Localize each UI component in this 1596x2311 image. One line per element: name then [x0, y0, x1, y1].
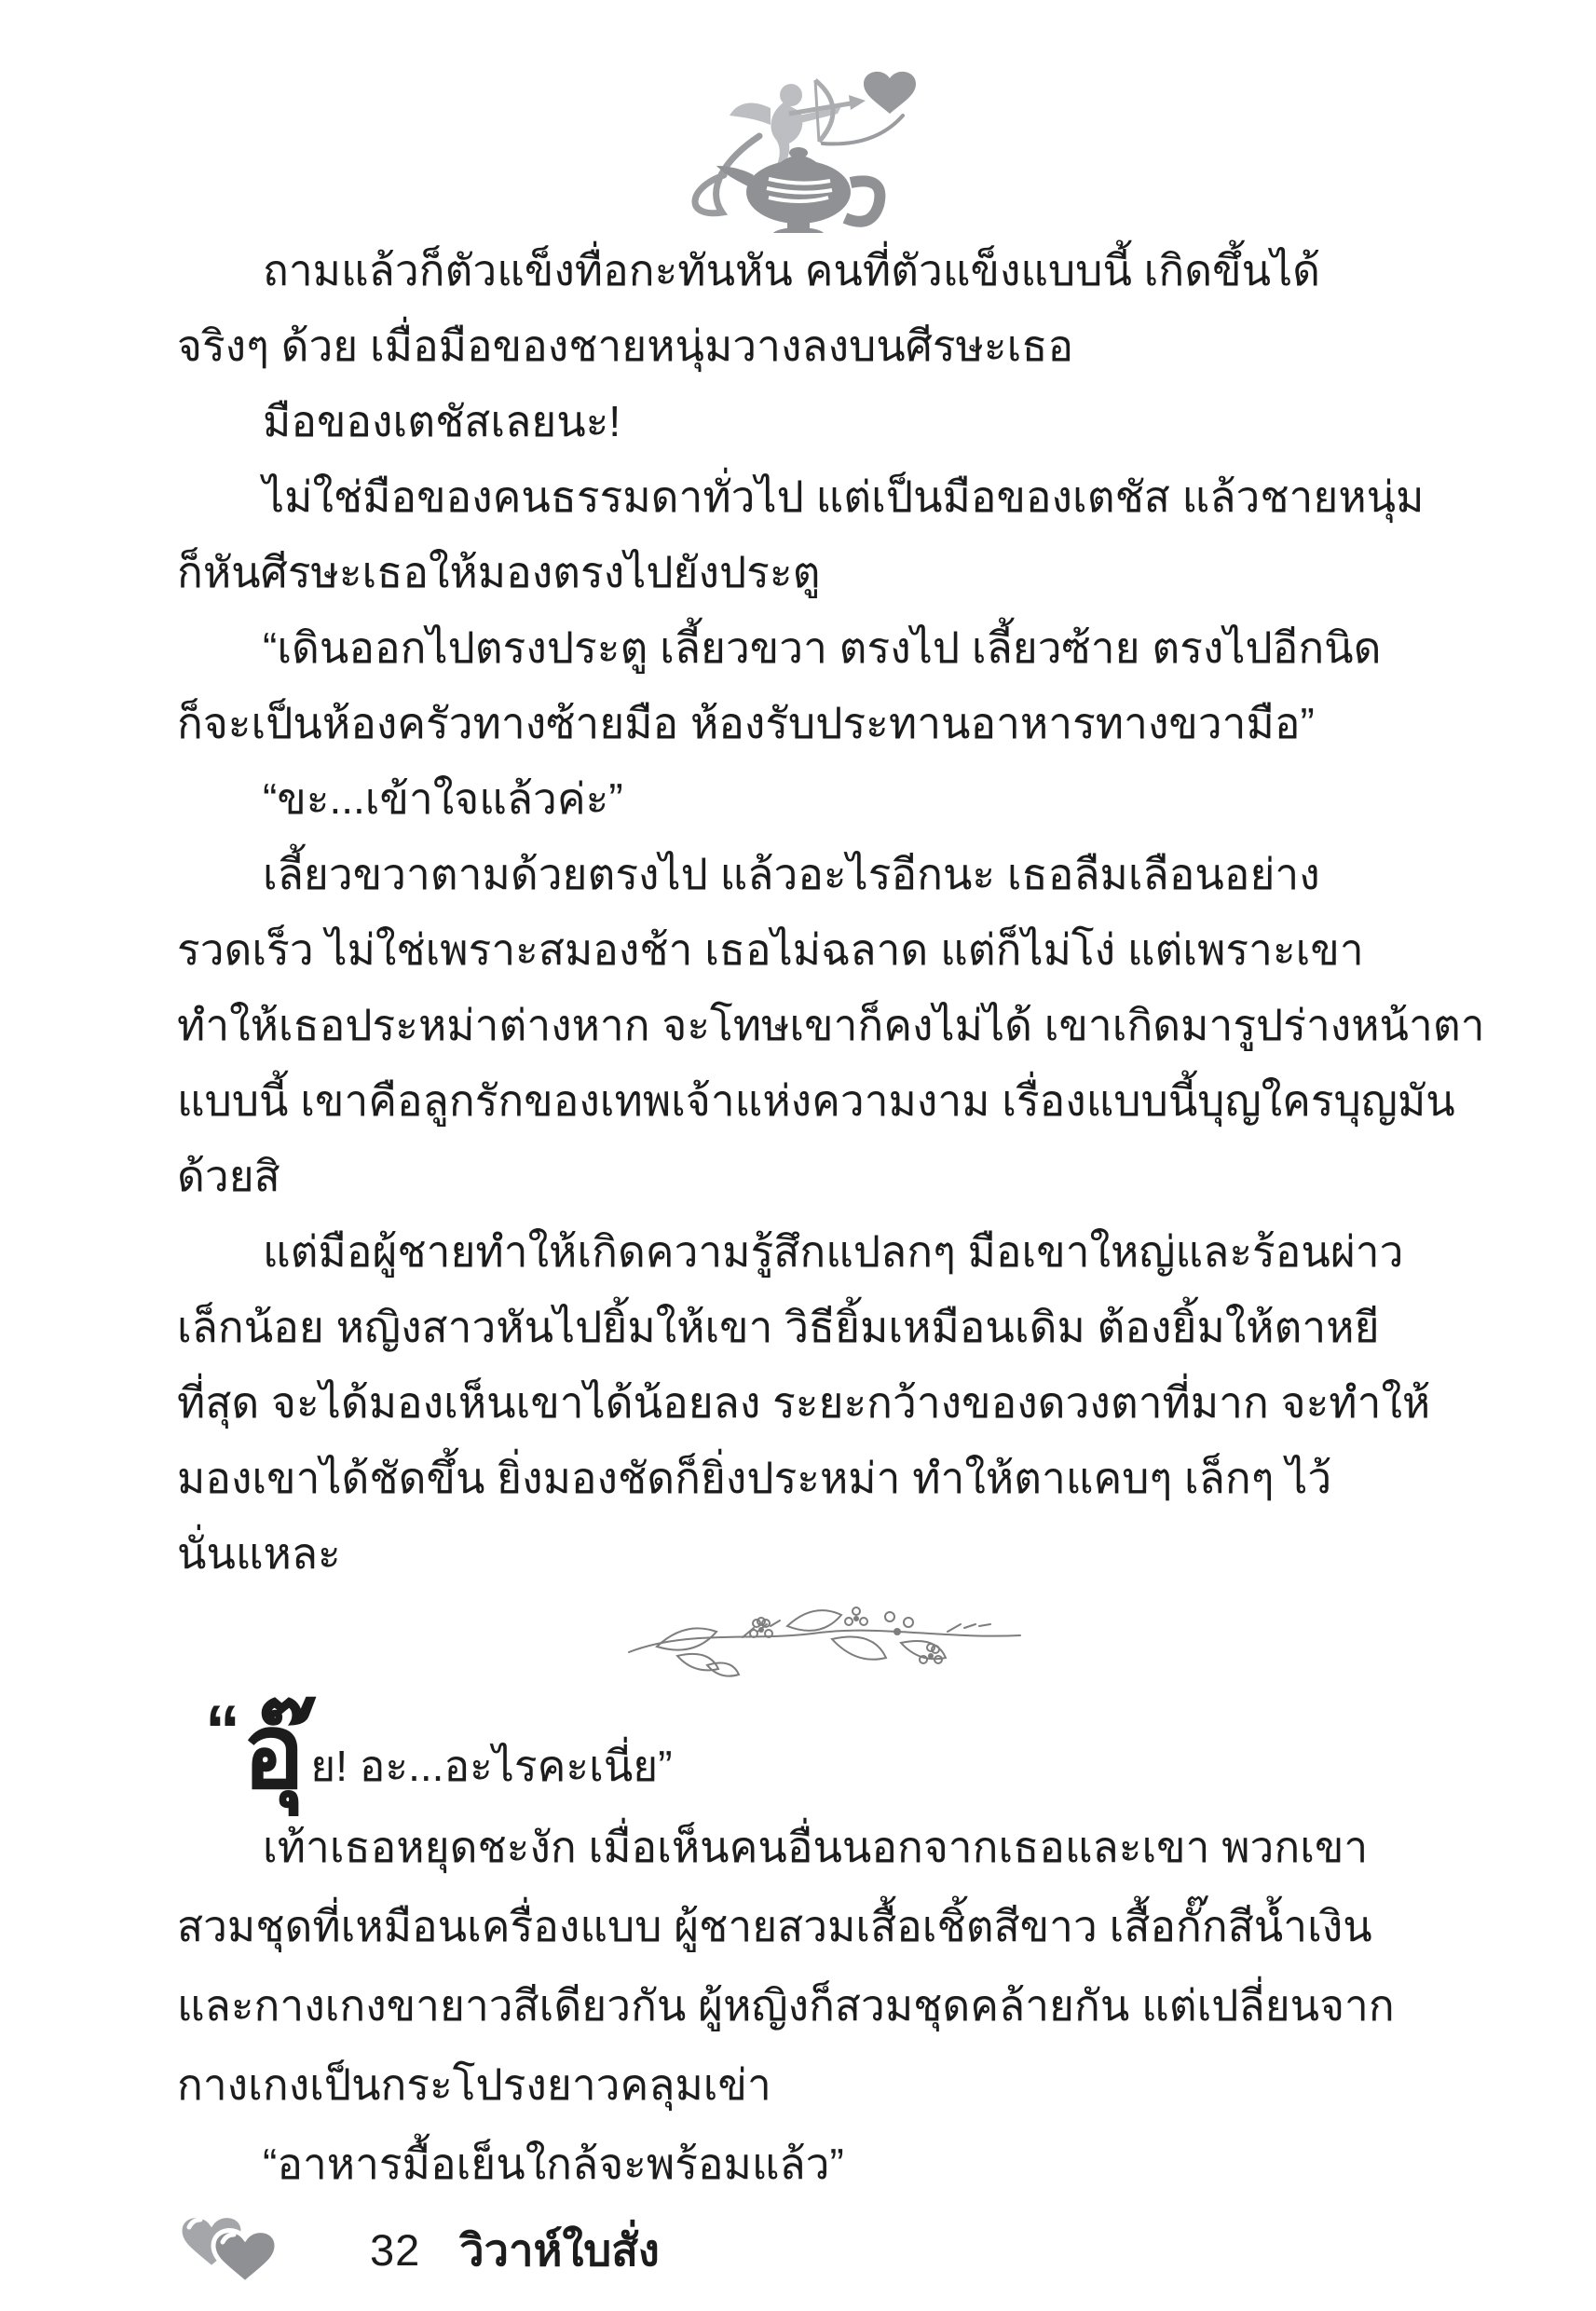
- text-line: ไม่ใช่มือของคนธรรมดาทั่วไป แต่เป็นมือของเตชัส แล้วชายหนุ่ม: [263, 472, 1425, 521]
- text-line: สวมชุดที่เหมือนเครื่องแบบ ผู้ชายสวมเสื้อเชิ้ตสีขาว เสื้อกั๊กสีน้ำเงิน: [177, 1902, 1372, 1950]
- paragraph: [177, 459, 1475, 610]
- text-line: จริงๆ ด้วย เมื่อมือของชายหนุ่มวางลงบนศีรษะเธอ: [177, 321, 1074, 370]
- text-line: รวดเร็ว ไม่ใช่เพราะสมองช้า เธอไม่ฉลาด แต่ก็ไม่โง่ แต่เพราะเขา: [177, 925, 1364, 974]
- paragraph: [177, 1808, 1475, 2125]
- paragraph: [177, 233, 1475, 384]
- paragraph: [177, 761, 1475, 837]
- cupid-lamp-icon: [654, 47, 943, 233]
- text-line: “อาหารมื้อเย็นใกล้จะพร้อมแล้ว”: [263, 2140, 844, 2188]
- page-number: 32: [370, 2224, 421, 2275]
- text-line: กางเกงเป็นกระโปรงยาวคลุมเข่า: [177, 2060, 771, 2109]
- text-line: ถามแล้วก็ตัวแข็งทื่อกะทันหัน คนที่ตัวแข็งแบบนี้ เกิดขึ้นได้: [263, 246, 1321, 294]
- dropcap-letter: อุ๊: [242, 1693, 306, 1810]
- floral-branch-icon: [621, 1598, 1031, 1682]
- text-line: เล็กน้อย หญิงสาวหันไปยิ้มให้เขา วิธียิ้มเหมือนเดิม ต้องยิ้มให้ตาหยี: [177, 1303, 1380, 1351]
- text-line: ทำให้เธอประหม่าต่างหาก จะโทษเขาก็คงไม่ได้ เขาเกิดมารูปร่างหน้าตา: [177, 1001, 1485, 1049]
- paragraph: [177, 2125, 1475, 2204]
- text-line: มือของเตชัสเลยนะ!: [263, 397, 621, 445]
- page-footer: [172, 2207, 660, 2292]
- paragraph: [177, 1214, 1475, 1592]
- dropcap-open-quote: “: [205, 1691, 240, 1771]
- text-line: และกางเกงขายาวสีเดียวกัน ผู้หญิงก็สวมชุดคล้ายกัน แต่เปลี่ยนจาก: [177, 1981, 1395, 2030]
- text-line: ที่สุด จะได้มองเห็นเขาได้น้อยลง ระยะกว้างของดวงตาที่มาก จะทำให้: [177, 1378, 1431, 1427]
- floral-divider: [177, 1592, 1475, 1689]
- text-line: แต่มือผู้ชายทำให้เกิดความรู้สึกแปลกๆ มือเขาใหญ่และร้อนผ่าว: [263, 1227, 1404, 1276]
- paragraph: [177, 384, 1475, 459]
- page-body: [0, 233, 1596, 2204]
- paragraph: [177, 837, 1485, 1214]
- cupid-lamp-ornament: [0, 47, 1596, 233]
- text-line: เลี้ยวขวาตามด้วยตรงไป แล้วอะไรอีกนะ เธอลืมเลือนอย่าง: [263, 850, 1320, 898]
- text-line: นั่นแหละ: [177, 1529, 341, 1578]
- text-line: มองเขาได้ชัดขึ้น ยิ่งมองชัดก็ยิ่งประหม่า ทำให้ตาแคบๆ เล็กๆ ไว้: [177, 1454, 1332, 1502]
- book-title: วิวาห์ใบสั่ง: [459, 2224, 660, 2275]
- dropcap-rest-text: ย! อะ...อะไรคะเนี่ย”: [310, 1742, 673, 1790]
- text-line: ด้วยสิ: [177, 1152, 280, 1200]
- text-line: ก็จะเป็นห้องครัวทางซ้ายมือ ห้องรับประทานอาหารทางขวามือ”: [177, 699, 1315, 747]
- paragraph: [177, 610, 1475, 761]
- text-line: แบบนี้ เขาคือลูกรักของเทพเจ้าแห่งความงาม เรื่องแบบนี้บุญใครบุญมัน: [177, 1076, 1455, 1125]
- dropcap-paragraph: [177, 1689, 1475, 1808]
- text-line: “ขะ...เข้าใจแล้วค่ะ”: [263, 774, 623, 823]
- text-line: “เดินออกไปตรงประตู เลี้ยวขวา ตรงไป เลี้ยวซ้าย ตรงไปอีกนิด: [263, 623, 1382, 672]
- double-hearts-icon: [172, 2207, 295, 2292]
- text-line: ก็หันศีรษะเธอให้มองตรงไปยังประตู: [177, 548, 821, 596]
- text-line: เท้าเธอหยุดชะงัก เมื่อเห็นคนอื่นนอกจากเธอและเขา พวกเขา: [263, 1823, 1369, 1871]
